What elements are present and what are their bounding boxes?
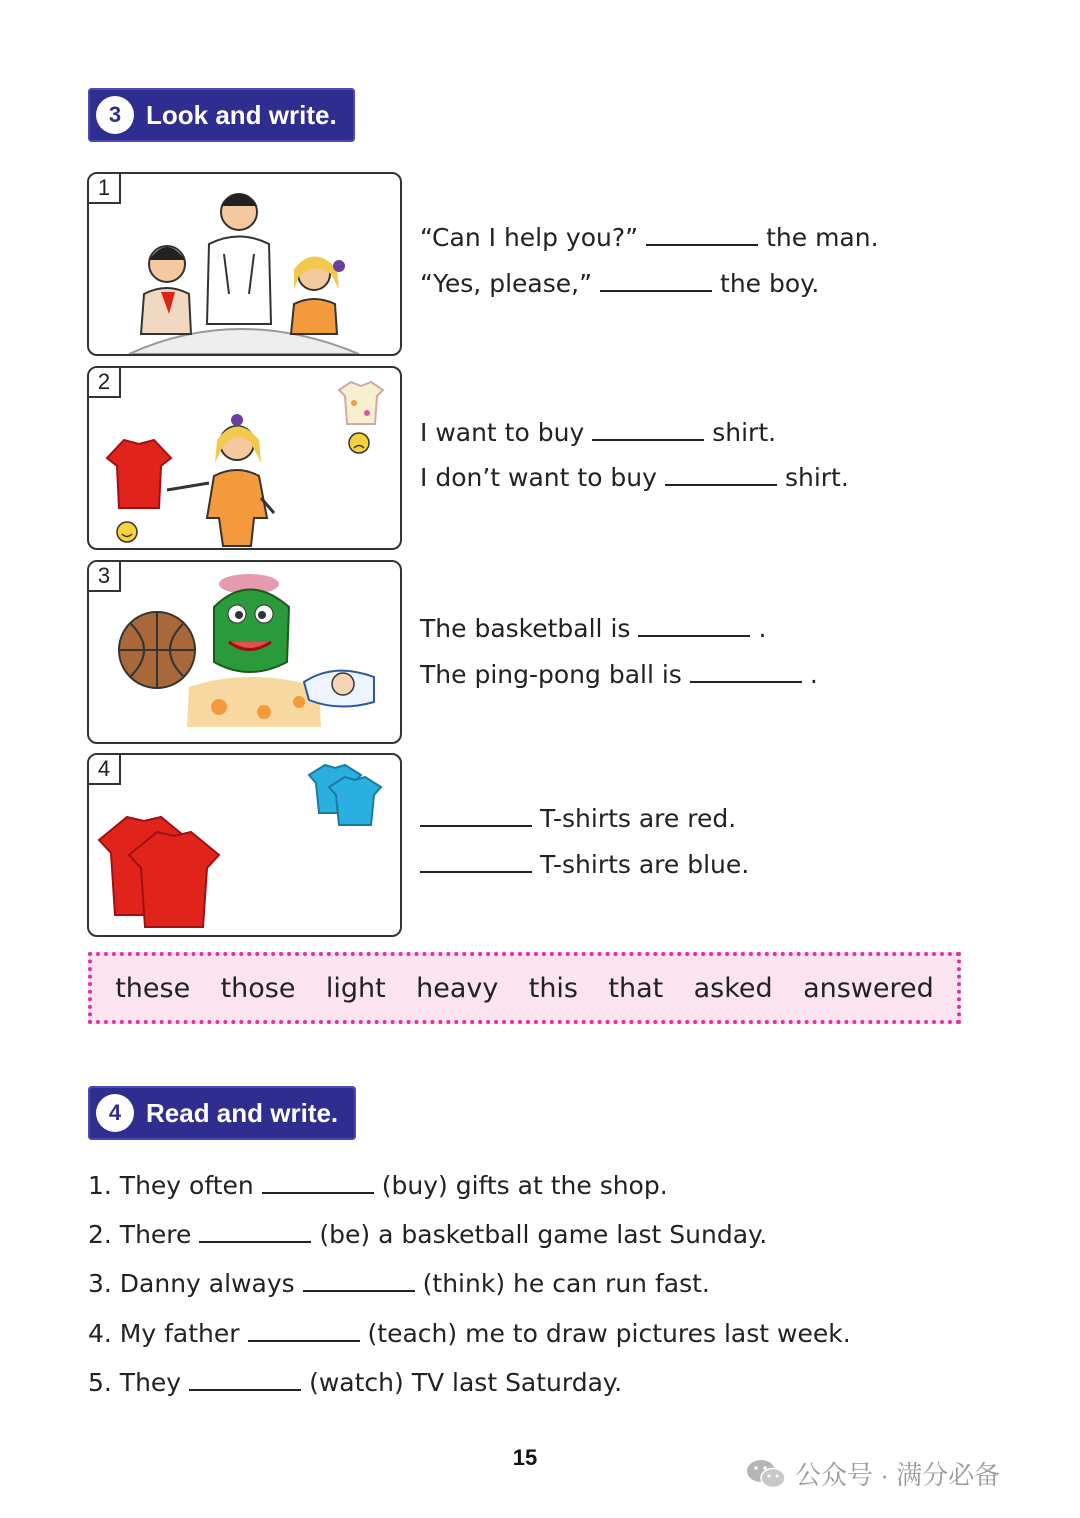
sentence-text: T-shirts are red. [540, 804, 737, 833]
balls-scene-illustration [89, 562, 400, 742]
section-3-header [88, 88, 355, 142]
exercise-text: (be) a basketball game last Sunday. [319, 1220, 768, 1249]
panel-4-line-2 [420, 849, 749, 879]
exercise-text: 1. They often [88, 1171, 254, 1200]
answer-blank[interactable] [665, 462, 777, 486]
shop-scene-illustration [89, 174, 400, 354]
watermark-text: 公众号 · 满分必备 [795, 1460, 1001, 1490]
sentence-text: . [758, 614, 767, 643]
page-number: 15 [512, 1445, 538, 1470]
exercise-text: (teach) me to draw pictures last week. [367, 1319, 851, 1348]
exercise-4 [88, 1318, 851, 1348]
exercise-text: (buy) gifts at the shop. [381, 1171, 668, 1200]
answer-blank[interactable] [592, 417, 704, 441]
answer-blank[interactable] [262, 1170, 374, 1194]
tshirts-scene-illustration [89, 755, 400, 935]
word-bank-item: that [608, 972, 664, 1004]
exercise-text: 2. There [88, 1220, 192, 1249]
answer-blank[interactable] [690, 659, 802, 683]
section-3-number: 3 [96, 96, 134, 134]
word-bank-item: light [325, 972, 386, 1004]
exercise-text: 3. Danny always [88, 1269, 295, 1298]
exercise-5 [88, 1367, 622, 1397]
word-bank-item: this [528, 972, 579, 1004]
panel-number: 1 [89, 174, 121, 204]
answer-blank[interactable] [248, 1318, 360, 1342]
picture-panel-4 [87, 753, 402, 937]
exercise-2 [88, 1219, 767, 1249]
exercise-1 [88, 1170, 668, 1200]
watermark [745, 1455, 1000, 1492]
sentence-text: I want to buy [420, 418, 585, 447]
exercise-text: (watch) TV last Saturday. [309, 1368, 623, 1397]
picture-panel-3 [87, 560, 402, 744]
sentence-text: The basketball is [420, 614, 631, 643]
picture-panel-2 [87, 366, 402, 550]
answer-blank[interactable] [189, 1367, 301, 1391]
panel-number: 4 [89, 755, 121, 785]
exercise-text: 5. They [88, 1368, 182, 1397]
word-bank [88, 952, 961, 1024]
exercise-3 [88, 1268, 710, 1298]
sentence-text: T-shirts are blue. [540, 850, 750, 879]
answer-blank[interactable] [420, 849, 532, 873]
sentence-text: shirt. [784, 463, 849, 492]
panel-3-line-1 [420, 613, 766, 643]
section-4-number: 4 [96, 1094, 134, 1132]
answer-blank[interactable] [199, 1219, 311, 1243]
panel-2-line-1 [420, 417, 776, 447]
answer-blank[interactable] [303, 1268, 415, 1292]
word-bank-item: asked [693, 972, 773, 1004]
panel-1-line-2 [420, 268, 819, 298]
answer-blank[interactable] [646, 222, 758, 246]
word-bank-item: those [220, 972, 296, 1004]
sentence-text: . [809, 660, 818, 689]
sentence-text: shirt. [712, 418, 777, 447]
wechat-icon [745, 1457, 787, 1491]
section-4-header [88, 1086, 356, 1140]
answer-blank[interactable] [638, 613, 750, 637]
sentence-text: the boy. [720, 269, 820, 298]
exercise-text: (think) he can run fast. [422, 1269, 710, 1298]
sentence-text: the man. [766, 223, 879, 252]
word-bank-item: these [115, 972, 191, 1004]
answer-blank[interactable] [600, 268, 712, 292]
panel-number: 3 [89, 562, 121, 592]
panel-number: 2 [89, 368, 121, 398]
sentence-text: “Can I help you?” [420, 223, 639, 252]
word-bank-item: answered [803, 972, 934, 1004]
shirts-scene-illustration [89, 368, 400, 548]
sentence-text: The ping-pong ball is [420, 660, 682, 689]
panel-2-line-2 [420, 462, 849, 492]
word-bank-item: heavy [416, 972, 499, 1004]
panel-3-line-2 [420, 659, 818, 689]
section-4-title: Read and write. [146, 1097, 339, 1128]
answer-blank[interactable] [420, 803, 532, 827]
panel-1-line-1 [420, 222, 879, 252]
sentence-text: “Yes, please,” [420, 269, 593, 298]
section-3-title: Look and write. [146, 99, 337, 130]
panel-4-line-1 [420, 803, 736, 833]
picture-panel-1 [87, 172, 402, 356]
sentence-text: I don’t want to buy [420, 463, 657, 492]
exercise-text: 4. My father [88, 1319, 240, 1348]
